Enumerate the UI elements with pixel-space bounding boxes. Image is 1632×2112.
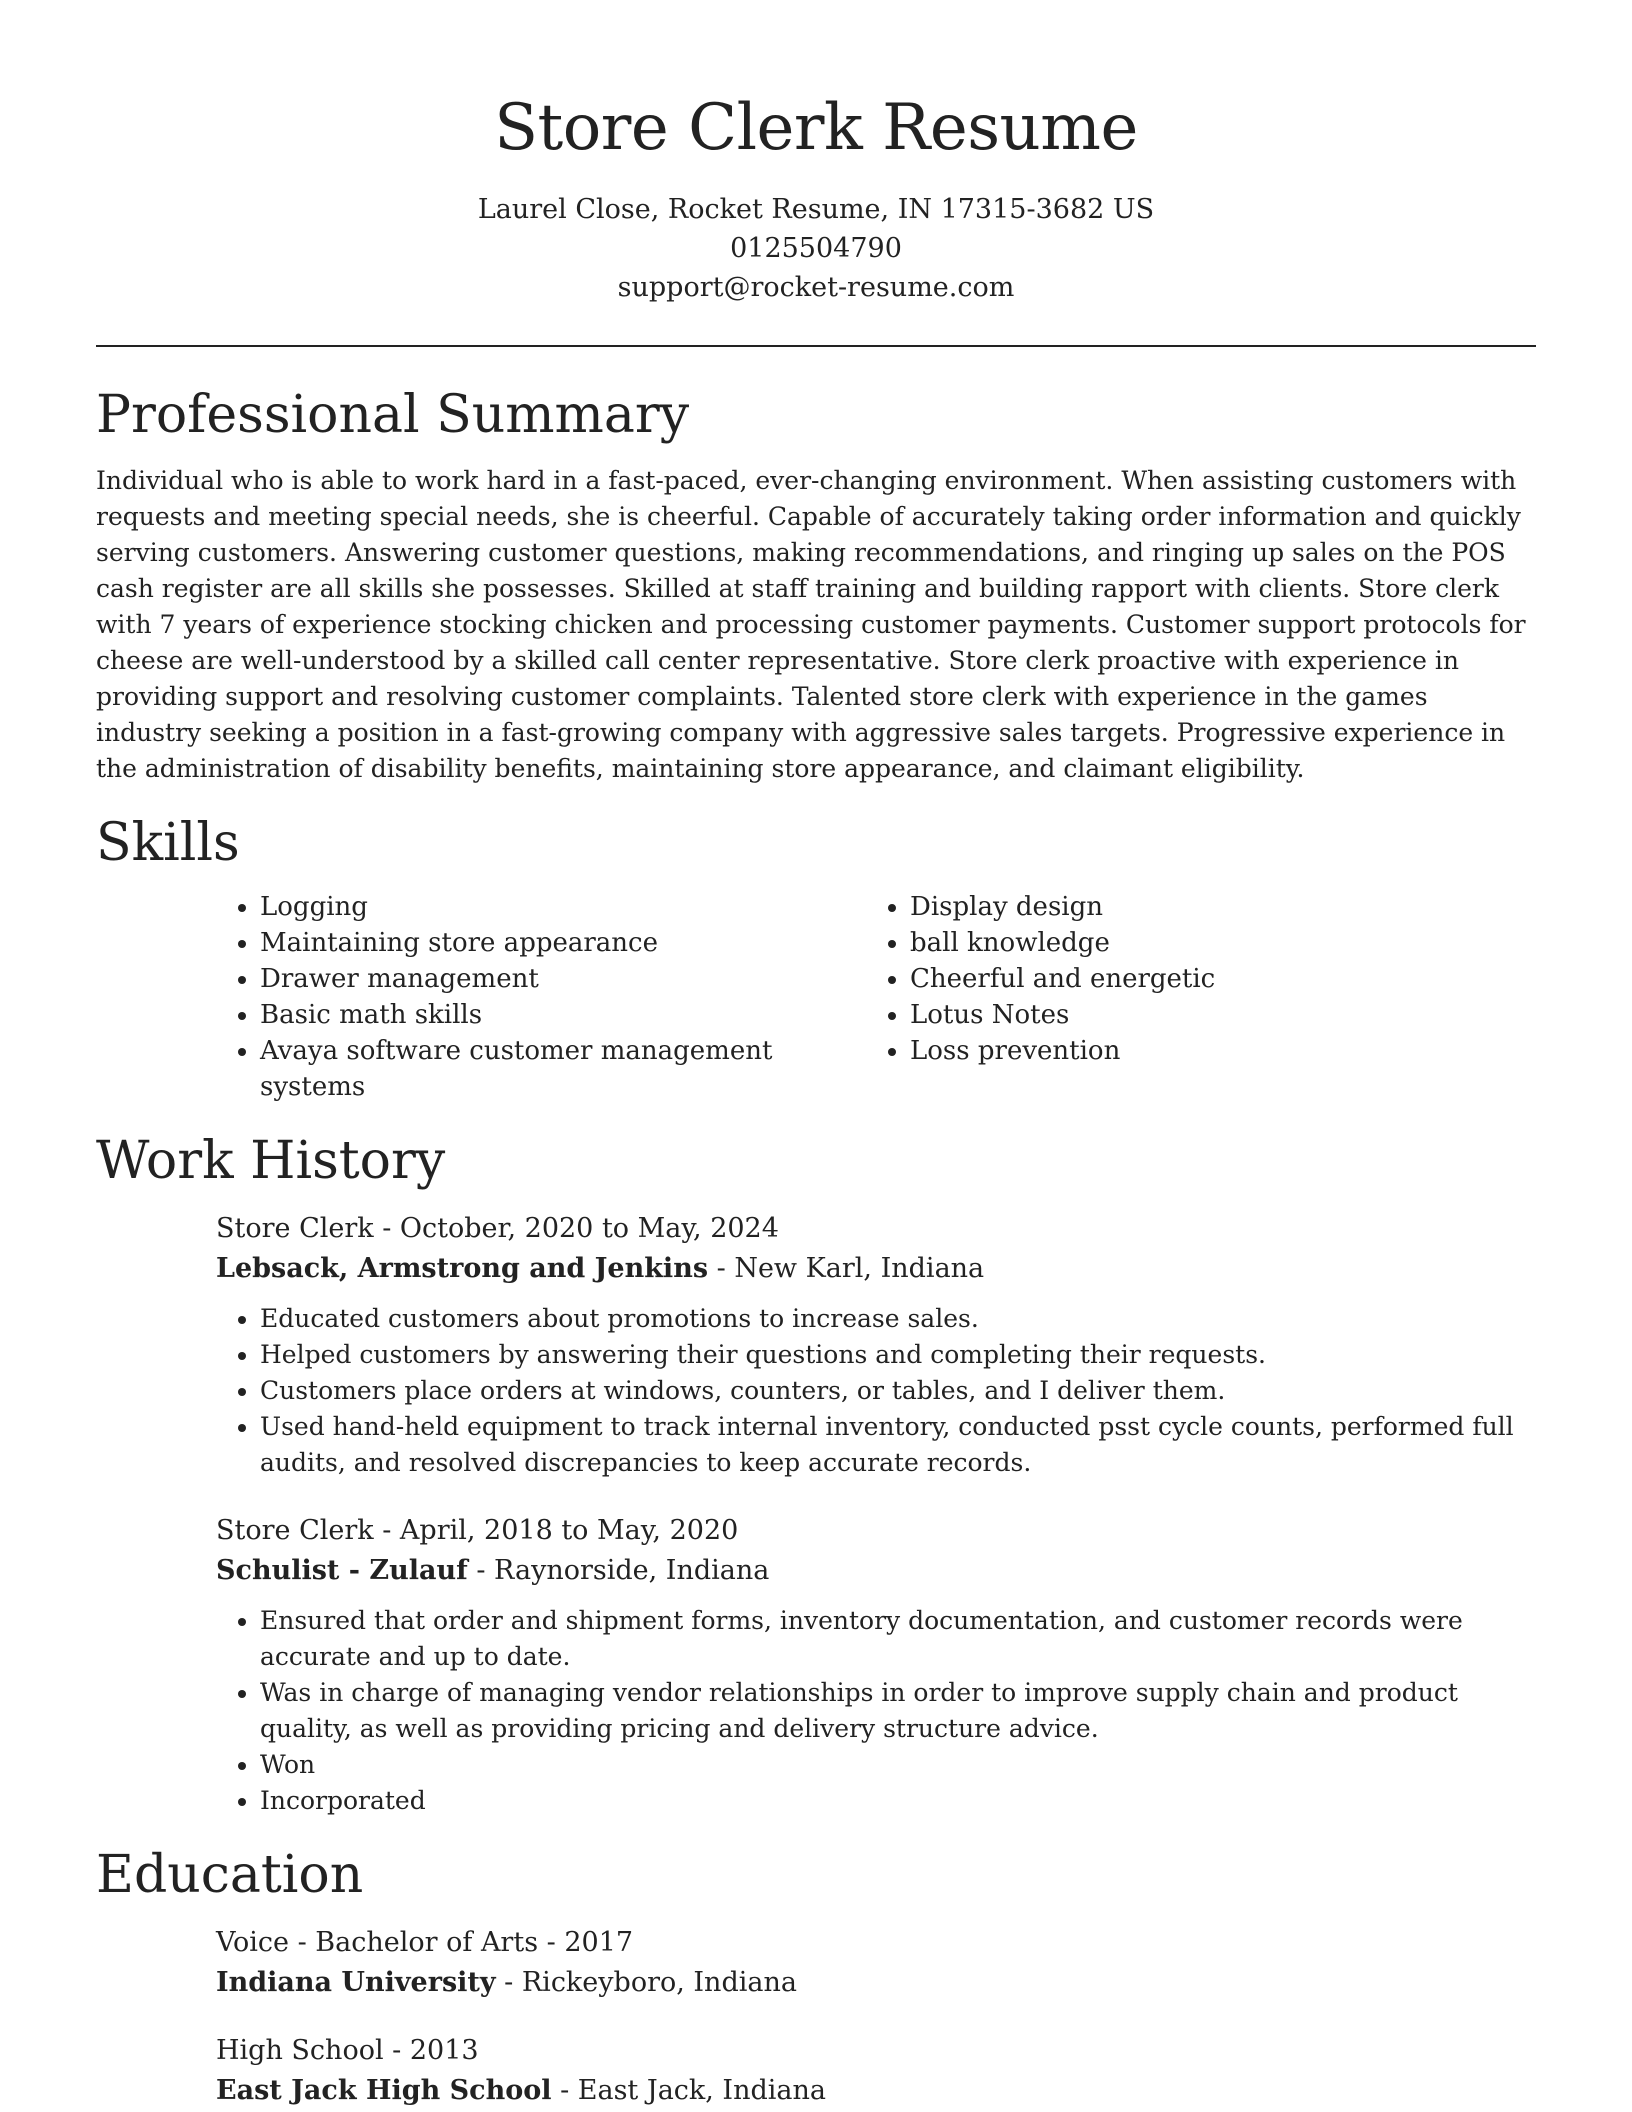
skill-item: • Drawer management	[260, 961, 866, 997]
skill-item: • Lotus Notes	[910, 997, 1215, 1033]
skill-item: • ball knowledge	[910, 925, 1215, 961]
education-degree: Voice - Bachelor of Arts	[216, 1927, 539, 1958]
contact-email: support@rocket-resume.com	[617, 272, 1015, 303]
job-location: - New Karl, Indiana	[708, 1253, 985, 1284]
job-bullet: • Incorporated	[260, 1783, 1536, 1819]
education-entry	[216, 2031, 1536, 2111]
skills-section	[96, 813, 1536, 1105]
job-company-line	[216, 1249, 1536, 1289]
job-bullet: • Used hand-held equipment to track internal inventory, conducted psst cycle counts, performed full audits, and resolved discrepancies to keep accurate records.	[260, 1409, 1536, 1481]
job-title: Store Clerk	[216, 1213, 374, 1244]
job-title: Store Clerk	[216, 1515, 374, 1546]
education-school: East Jack High School	[216, 2075, 552, 2106]
skills-heading: Skills	[96, 813, 240, 873]
skill-item: • Cheerful and energetic	[910, 961, 1215, 997]
job-location: - Raynorside, Indiana	[467, 1555, 770, 1586]
job-title-line	[216, 1511, 1536, 1551]
job-entry	[216, 1511, 1536, 1819]
job-bullet: • Won	[260, 1747, 1536, 1783]
header-divider	[96, 345, 1536, 347]
job-company: Schulist - Zulauf	[216, 1555, 468, 1586]
education-location: - East Jack, Indiana	[551, 2075, 826, 2106]
work-heading: Work History	[96, 1131, 446, 1191]
skills-grid	[216, 889, 1536, 1105]
resume-title: Store Clerk Resume	[494, 91, 1138, 165]
job-bullet: • Ensured that order and shipment forms, inventory documentation, and customer records were accurate and up to date.	[260, 1603, 1536, 1675]
skill-item: • Maintaining store appearance	[260, 925, 866, 961]
education-location: - Rickeyboro, Indiana	[495, 1967, 797, 1998]
contact-block	[96, 190, 1536, 307]
education-degree-line	[216, 1923, 1536, 1963]
job-company-line	[216, 1551, 1536, 1591]
job-title-line	[216, 1209, 1536, 1249]
education-entry	[216, 1923, 1536, 2003]
resume-header	[96, 0, 1536, 307]
summary-section	[96, 385, 1536, 787]
summary-heading: Professional Summary	[96, 385, 690, 445]
education-section	[96, 1845, 1536, 2111]
education-degree: High School	[216, 2035, 384, 2066]
work-section	[96, 1131, 1536, 1819]
skill-item: • Loss prevention	[910, 1033, 1215, 1069]
education-year: - 2017	[538, 1927, 634, 1958]
education-school: Indiana University	[216, 1967, 496, 1998]
contact-phone: 0125504790	[730, 233, 902, 264]
job-bullets	[216, 1301, 1536, 1481]
job-bullet: • Customers place orders at windows, counters, or tables, and I deliver them.	[260, 1373, 1536, 1409]
job-entry	[216, 1209, 1536, 1481]
job-bullet: • Helped customers by answering their questions and completing their requests.	[260, 1337, 1536, 1373]
summary-text: Individual who is able to work hard in a fast-paced, ever-changing environment. When assisting customers with requests and meeting special needs, she is cheerful. Capable of accurately taking order information and quickly serving customers. Answering customer questions, making recommendations, and ringing up sales on the POS cash register are all skills she possesses. Skilled at staff training and building rapport with clients. Store clerk with 7 years of experience stocking chicken and processing customer payments. Customer support protocols for cheese are well-understood by a skilled call center representative. Store clerk proactive with experience in providing support and resolving customer complaints. Talented store clerk with experience in the games industry seeking a position in a fast-growing company with aggressive sales targets. Progressive experience in the administration of disability benefits, maintaining store appearance, and claimant eligibility.	[96, 466, 1526, 783]
job-dates: - October, 2020 to May, 2024	[373, 1213, 779, 1244]
education-heading: Education	[96, 1845, 364, 1905]
skill-item: • Logging	[260, 889, 866, 925]
contact-address: Laurel Close, Rocket Resume, IN 17315-3682 US	[477, 194, 1155, 225]
skill-item: • Avaya software customer management systems	[260, 1033, 866, 1105]
education-school-line	[216, 1963, 1536, 2003]
job-bullet: • Educated customers about promotions to increase sales.	[260, 1301, 1536, 1337]
job-bullet: • Was in charge of managing vendor relationships in order to improve supply chain and product quality, as well as providing pricing and delivery structure advice.	[260, 1675, 1536, 1747]
job-company: Lebsack, Armstrong and Jenkins	[216, 1253, 709, 1284]
education-degree-line	[216, 2031, 1536, 2071]
skill-item: • Basic math skills	[260, 997, 866, 1033]
skill-item: • Display design	[910, 889, 1215, 925]
skills-list-right	[866, 889, 1215, 1105]
job-bullets	[216, 1603, 1536, 1819]
job-dates: - April, 2018 to May, 2020	[373, 1515, 739, 1546]
education-year: - 2013	[383, 2035, 479, 2066]
education-school-line	[216, 2071, 1536, 2111]
skills-list-left	[216, 889, 866, 1105]
